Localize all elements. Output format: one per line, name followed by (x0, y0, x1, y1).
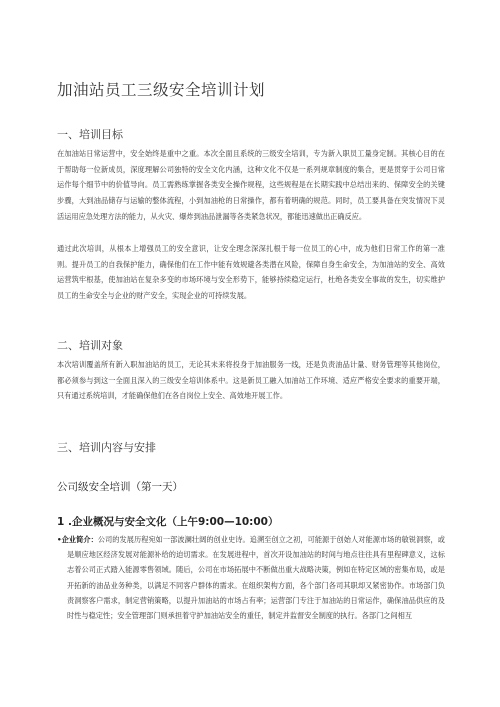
audience-paragraph: 本次培训覆盖所有新入职加油站的员工，无论其未来将投身于加油服务一线，还是负责油品计量、财务管理等其他岗位，都必须参与到这一全面且深入的三级安全培训体系中。这是新员工融入加油站工作环境、适应严格安全要求的重要开端，只有通过系统培训，才能确保他们在各自岗位上安全、高效地开展工作。 (57, 360, 445, 401)
section-heading-goal: 一、培训目标 (57, 128, 123, 141)
item-heading-company-overview: 1 .企业概况与安全文化（上午9:00—10:00） (57, 516, 279, 528)
sub-heading-company-level: 公司级安全培训（第一天） (57, 481, 183, 493)
section-heading-content: 三、培训内容与安排 (57, 441, 156, 454)
bullet-lead: •企业简介： (57, 535, 98, 544)
goal-paragraph-2: 通过此次培训，从根本上增强员工的安全意识，让安全理念深深扎根于每一位员工的心中，成为他们日常工作的第一准则。提升员工的自我保护能力，确保他们在工作中能有效规避各类潜在风险，保障自身生命安全，为加油站的安全、高效运营筑牢根基，使加油站在复杂多变的市场环境与安全形势下，能够持续稳定运行，杜绝各类安全事故的发生，切实维护员工的生命安全与企业的财产安全，实现企业的可持续发展。 (57, 244, 445, 301)
document-title: 加油站员工三级安全培训计划 (57, 81, 266, 99)
goal-paragraph-1: 在加油站日常运营中，安全始终是重中之重。本次全面且系统的三级安全培训，专为新入职员工量身定制。其核心目的在于帮助每一位新成员，深度理解公司独特的安全文化内涵，这种文化不仅是一系列规章制度的集合，更是贯穿于公司日常运作每个细节中的价值导向。员工需熟练掌握各类安全操作规程，这些规程是在长期实践中总结出来的、保障安全的关键步骤，大到油品储存与运输的整体流程，小到加油枪的日常操作，都有着明确的规范。同时，员工要具备在突发情况下灵活运用应急处理方法的能力，从火灾、爆炸到油品泄漏等各类紧急状况，都能迅速做出正确反应。 (57, 149, 445, 221)
section-heading-audience: 二、培训对象 (57, 339, 123, 352)
bullet-text: 公司的发展历程宛如一部波澜壮阔的创业史诗。追溯至创立之初，可能源于创始人对能源市场的敏锐洞察，或是顺应地区经济发展对能源补给的迫切需求。在发展进程中，首次开设加油站的时间与地点往往具有里程碑意义，这标志着公司正式踏入能源零售领域。随后，公司在市场拓展中不断做出重大战略决策，例如在特定区域的密集布局，或是开拓新的油品业务种类，以满足不同客户群体的需求。在组织架构方面，各个部门各司其职却又紧密协作。市场部门负责洞察客户需求，制定营销策略，以提升加油站的市场占有率；运营部门专注于加油站的日常运作，确保油品供应的及时性与稳定性；安全管理部门则承担着守护加油站安全的重任，制定并监督安全制度的执行。各部门之间相互 (67, 535, 445, 621)
bullet-company-intro (57, 532, 445, 623)
document-page (57, 0, 445, 707)
